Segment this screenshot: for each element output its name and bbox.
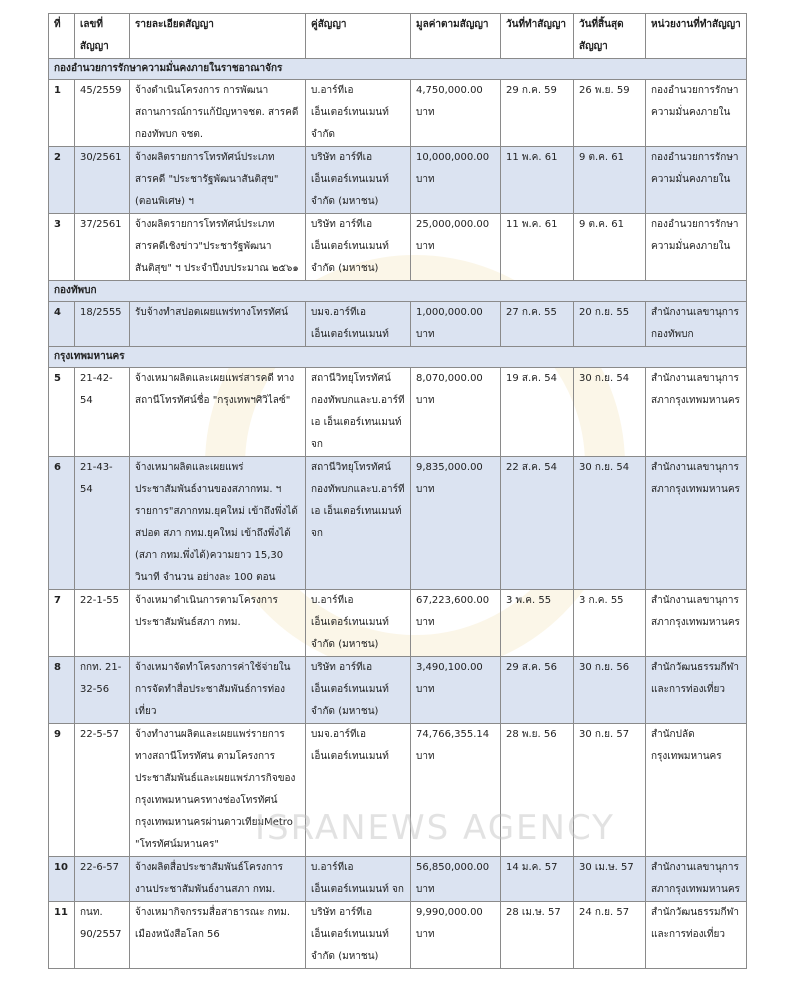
cell-value: 56,850,000.00 บาท: [411, 857, 501, 902]
cell-detail: จ้างเหมาจัดทำโครงการค่าใช้จ่ายในการจัดทำสื่อประชาสัมพันธ์การท่องเที่ยว: [130, 657, 306, 724]
cell-end-date: 30 ก.ย. 57: [574, 724, 646, 857]
cell-no: 2: [49, 147, 75, 214]
cell-party: บริษัท อาร์ทีเอ เอ็นเตอร์เทนเมนท์ จำกัด (มหาชน): [306, 147, 411, 214]
cell-contract-no: 22-6-57: [75, 857, 130, 902]
cell-start-date: 28 พ.ย. 56: [501, 724, 574, 857]
table-row: [49, 657, 747, 724]
header-value: มูลค่าตามสัญญา: [411, 14, 501, 59]
cell-no: 11: [49, 902, 75, 969]
cell-no: 7: [49, 590, 75, 657]
cell-value: 74,766,355.14 บาท: [411, 724, 501, 857]
table-row: [49, 724, 747, 857]
cell-no: 8: [49, 657, 75, 724]
cell-party: บ.อาร์ทีเอ เอ็นเตอร์เทนเมนท์ จำกัด: [306, 80, 411, 147]
cell-start-date: 3 พ.ค. 55: [501, 590, 574, 657]
contracts-table: [48, 13, 747, 969]
cell-end-date: 30 ก.ย. 54: [574, 457, 646, 590]
cell-contract-no: 21-43-54: [75, 457, 130, 590]
cell-agency: สำนักงานเลขานุการสภากรุงเทพมหานคร: [646, 857, 747, 902]
header-detail: รายละเอียดสัญญา: [130, 14, 306, 59]
cell-value: 9,990,000.00 บาท: [411, 902, 501, 969]
cell-agency: กองอำนวยการรักษาความมั่นคงภายใน: [646, 147, 747, 214]
cell-agency: สำนักวัฒนธรรมกีฬาและการท่องเที่ยว: [646, 657, 747, 724]
cell-party: บริษัท อาร์ทีเอ เอ็นเตอร์เทนเมนท์ จำกัด (มหาชน): [306, 902, 411, 969]
cell-contract-no: 18/2555: [75, 302, 130, 347]
table-row: [49, 302, 747, 347]
cell-party: สถานีวิทยุโทรทัศน์กองทัพบกและบ.อาร์ทีเอ เอ็นเตอร์เทนเมนท์ จก: [306, 368, 411, 457]
cell-party: สถานีวิทยุโทรทัศน์กองทัพบกและบ.อาร์ทีเอ เอ็นเตอร์เทนเมนท์ จก: [306, 457, 411, 590]
cell-party: บมจ.อาร์ทีเอ เอ็นเตอร์เทนเมนท์: [306, 302, 411, 347]
cell-value: 10,000,000.00 บาท: [411, 147, 501, 214]
table-row: [49, 214, 747, 281]
header-end-date: วันที่สิ้นสุดสัญญา: [574, 14, 646, 59]
cell-contract-no: 45/2559: [75, 80, 130, 147]
cell-no: 3: [49, 214, 75, 281]
cell-agency: สำนักวัฒนธรรมกีฬาและการท่องเที่ยว: [646, 902, 747, 969]
cell-start-date: 27 ก.ค. 55: [501, 302, 574, 347]
section-title: กองอำนวยการรักษาความมั่นคงภายในราชอาณาจักร: [49, 59, 747, 80]
cell-detail: จ้างดำเนินโครงการ การพัฒนาสถานการณ์การแก้ปัญหาจชต. สารคดีกองทัพบก จชต.: [130, 80, 306, 147]
cell-party: บมจ.อาร์ทีเอ เอ็นเตอร์เทนเมนท์: [306, 724, 411, 857]
cell-start-date: 11 พ.ค. 61: [501, 147, 574, 214]
cell-contract-no: 22-5-57: [75, 724, 130, 857]
cell-value: 8,070,000.00 บาท: [411, 368, 501, 457]
table-row: [49, 857, 747, 902]
cell-no: 5: [49, 368, 75, 457]
header-party: คู่สัญญา: [306, 14, 411, 59]
cell-end-date: 26 พ.ย. 59: [574, 80, 646, 147]
cell-value: 25,000,000.00 บาท: [411, 214, 501, 281]
cell-detail: จ้างเหมาผลิตและเผยแพร่ประชาสัมพันธ์งานของสภากทม. ฯ รายการ"สภากทม.ยุคใหม่ เข้าถึงพึ่งได้สปอต สภา กทม.ยุคใหม่ เข้าถึงพึ่งได้ (สภา กทม.พึ่งได้)ความยาว 15,30 วินาที จำนวน อย่างละ 100 ตอน: [130, 457, 306, 590]
cell-contract-no: 21-42-54: [75, 368, 130, 457]
cell-no: 10: [49, 857, 75, 902]
cell-no: 9: [49, 724, 75, 857]
header-agency: หน่วยงานที่ทำสัญญา: [646, 14, 747, 59]
cell-party: บริษัท อาร์ทีเอ เอ็นเตอร์เทนเมนท์ จำกัด (มหาชน): [306, 657, 411, 724]
cell-detail: จ้างเหมาดำเนินการตามโครงการประชาสัมพันธ์สภา กทม.: [130, 590, 306, 657]
cell-end-date: 20 ก.ย. 55: [574, 302, 646, 347]
header-row: [49, 14, 747, 59]
table-row: [49, 457, 747, 590]
cell-contract-no: 30/2561: [75, 147, 130, 214]
cell-agency: กองอำนวยการรักษาความมั่นคงภายใน: [646, 80, 747, 147]
watermark-text: ISRANEWS AGENCY: [255, 808, 615, 848]
table-row: [49, 902, 747, 969]
cell-detail: จ้างทำงานผลิตและเผยแพร่รายการทางสถานีโทรทัศน ตามโครงการประชาสัมพันธ์และเผยแพร่ภารกิจของกรุงเทพมหานครทางช่องโทรทัศน์กรุงเทพมหานครผ่านดาวเทียมMetro "โทรทัศน์มหานคร": [130, 724, 306, 857]
cell-start-date: 29 ส.ค. 56: [501, 657, 574, 724]
cell-detail: จ้างผลิตสื่อประชาสัมพันธ์โครงการงานประชาสัมพันธ์งานสภา กทม.: [130, 857, 306, 902]
cell-start-date: 22 ส.ค. 54: [501, 457, 574, 590]
cell-no: 1: [49, 80, 75, 147]
header-contract-no: เลขที่สัญญา: [75, 14, 130, 59]
cell-start-date: 29 ก.ค. 59: [501, 80, 574, 147]
cell-start-date: 11 พ.ค. 61: [501, 214, 574, 281]
cell-value: 9,835,000.00 บาท: [411, 457, 501, 590]
cell-detail: จ้างเหมาผลิตและเผยแพร่สารคดี ทางสถานีโทรทัศน์ชื่อ "กรุงเทพฯศิวิไลซ์": [130, 368, 306, 457]
cell-detail: จ้างผลิตรายการโทรทัศน์ประเภทสารคดีเชิงข่าว"ประชารัฐพัฒนาสันติสุข" ฯ ประจำปีงบประมาณ ๒๕๖๑: [130, 214, 306, 281]
cell-contract-no: 37/2561: [75, 214, 130, 281]
cell-start-date: 19 ส.ค. 54: [501, 368, 574, 457]
section-row: [49, 281, 747, 302]
table-row: [49, 368, 747, 457]
cell-detail: จ้างเหมากิจกรรมสื่อสาธารณะ กทม. เมืองหนังสือโลก 56: [130, 902, 306, 969]
cell-end-date: 30 เม.ษ. 57: [574, 857, 646, 902]
header-no: ที่: [49, 14, 75, 59]
cell-contract-no: 22-1-55: [75, 590, 130, 657]
table-row: [49, 80, 747, 147]
cell-no: 4: [49, 302, 75, 347]
cell-agency: กองอำนวยการรักษาความมั่นคงภายใน: [646, 214, 747, 281]
cell-agency: สำนักงานเลขานุการสภากรุงเทพมหานคร: [646, 457, 747, 590]
section-title: กองทัพบก: [49, 281, 747, 302]
cell-end-date: 30 ก.ย. 54: [574, 368, 646, 457]
cell-party: บ.อาร์ทีเอ เอ็นเตอร์เทนเมนท์ จำกัด (มหาชน): [306, 590, 411, 657]
cell-end-date: 9 ต.ค. 61: [574, 214, 646, 281]
cell-start-date: 28 เม.ษ. 57: [501, 902, 574, 969]
cell-value: 3,490,100.00 บาท: [411, 657, 501, 724]
table-row: [49, 147, 747, 214]
cell-agency: สำนักปลัดกรุงเทพมหานคร: [646, 724, 747, 857]
section-row: [49, 347, 747, 368]
cell-party: บริษัท อาร์ทีเอ เอ็นเตอร์เทนเมนท์ จำกัด (มหาชน): [306, 214, 411, 281]
section-row: [49, 59, 747, 80]
table-row: [49, 590, 747, 657]
cell-end-date: 3 ก.ค. 55: [574, 590, 646, 657]
contracts-table-container: [48, 13, 746, 969]
cell-agency: สำนักงานเลขานุการกองทัพบก: [646, 302, 747, 347]
cell-contract-no: กกท. 21-32-56: [75, 657, 130, 724]
cell-value: 67,223,600.00 บาท: [411, 590, 501, 657]
cell-detail: รับจ้างทำสปอตเผยแพร่ทางโทรทัศน์: [130, 302, 306, 347]
cell-value: 1,000,000.00 บาท: [411, 302, 501, 347]
cell-value: 4,750,000.00 บาท: [411, 80, 501, 147]
cell-contract-no: กนท. 90/2557: [75, 902, 130, 969]
cell-end-date: 9 ต.ค. 61: [574, 147, 646, 214]
cell-agency: สำนักงานเลขานุการสภากรุงเทพมหานคร: [646, 368, 747, 457]
cell-end-date: 30 ก.ย. 56: [574, 657, 646, 724]
header-start-date: วันที่ทำสัญญา: [501, 14, 574, 59]
table-body: [49, 59, 747, 969]
cell-start-date: 14 ม.ค. 57: [501, 857, 574, 902]
section-title: กรุงเทพมหานคร: [49, 347, 747, 368]
cell-no: 6: [49, 457, 75, 590]
cell-party: บ.อาร์ทีเอ เอ็นเตอร์เทนเมนท์ จก: [306, 857, 411, 902]
cell-end-date: 24 ก.ย. 57: [574, 902, 646, 969]
cell-detail: จ้างผลิตรายการโทรทัศน์ประเภทสารคดี "ประชารัฐพัฒนาสันติสุข" (ตอนพิเศษ) ฯ: [130, 147, 306, 214]
cell-agency: สำนักงานเลขานุการสภากรุงเทพมหานคร: [646, 590, 747, 657]
